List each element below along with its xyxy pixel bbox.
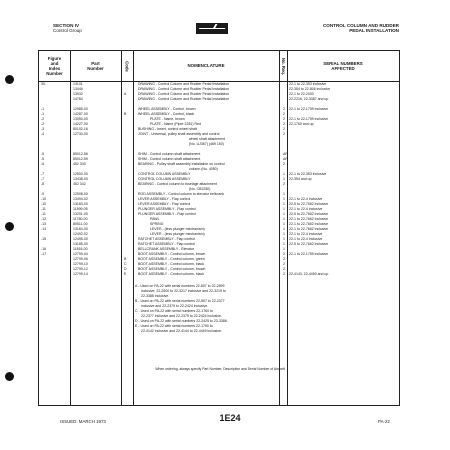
cell-no: 2 — [283, 257, 285, 261]
cell-nom: (No. UJ367) (469 150) — [189, 142, 224, 146]
cell-part: 12500-00 — [73, 172, 88, 176]
cell-fig: -16 — [41, 247, 47, 251]
cell-part: 12799-14 — [73, 272, 88, 276]
cell-ser: 22-2216, 22-3387 and up — [289, 97, 329, 101]
cell-fig: -3 — [41, 127, 45, 131]
cell-part: 11816-00 — [73, 247, 88, 251]
serial-numbers-column-header: SERIAL NUMBERS AFFECTED — [323, 60, 363, 71]
cell-part: 14784 — [73, 97, 83, 101]
cell-nom: BUSHING - Insert, control wheel shaft — [138, 127, 197, 131]
cell-part: 85012-56 — [73, 152, 88, 156]
note-line: C - Used on PA-22 with serial numbers 22-1760 to — [135, 309, 213, 313]
cell-fig: -8 — [41, 182, 45, 186]
table-header — [39, 51, 399, 82]
cell-no: 1 — [283, 207, 285, 211]
cell-no: 2 — [283, 122, 285, 126]
cell-fig: -13 — [41, 222, 47, 226]
cell-fig: -1 — [41, 107, 45, 111]
note-line: 22-4142 inclusive and 22-4144 to 22-4449 inclusive. — [141, 329, 222, 333]
cell-code: B — [124, 257, 127, 261]
cell-ser: 22-1 to 22-7662 inclusive — [289, 227, 329, 231]
cell-part: 13050-00 — [73, 117, 88, 121]
cell-nom: RATCHET ASSEMBLY - Flap control — [138, 237, 195, 241]
cell-ser: 22-354 and up — [289, 177, 312, 181]
cell-fig: -14 — [41, 227, 47, 231]
cell-no: 1 — [283, 217, 285, 221]
cell-nom: WHEEL ASSEMBLY - Control, brown — [138, 107, 196, 111]
cell-code: D — [124, 267, 127, 271]
cell-no: 1 — [283, 232, 285, 236]
cell-part: 13164-00 — [73, 227, 88, 231]
cell-nom: PLATE - Name, brown — [150, 117, 185, 121]
cell-part: 13183-00 — [73, 202, 88, 206]
note-line: A - Used on PA-22 with serial numbers 22-807 to 22-2599 — [135, 284, 225, 288]
cell-nom: SHIM - Control column shaft attachment — [138, 152, 201, 156]
cell-part: 13494-02 — [73, 197, 88, 201]
cell-nom: BOOT ASSEMBLY - Control column, green — [138, 257, 205, 261]
cell-part: 11899-05 — [73, 207, 88, 211]
cell-fig: -17 — [41, 252, 47, 256]
issue-date: ISSUED: MARCH 1973 — [60, 419, 106, 424]
cell-fig: -2 — [41, 117, 45, 121]
page-number: 1E24 — [219, 413, 241, 423]
cell-ser: 22-1 to 22-7662 inclusive — [289, 222, 329, 226]
cell-no: 2 — [283, 112, 285, 116]
cell-fig: -1 — [41, 112, 45, 116]
cell-nom: JOINT - Universal, pulley shaft assembly and control — [138, 132, 220, 136]
cell-part: 80102-16 — [73, 127, 88, 131]
cell-nom: BOOT ASSEMBLY - Control column, brown — [138, 252, 206, 256]
cell-nom: DRAWING - Control Column and Rudder Pedal Installation — [138, 82, 230, 86]
note-line: D - Used on PA-22 with serial numbers 22-2425 to 22-3386. — [135, 319, 228, 323]
code-notes — [135, 284, 385, 334]
cell-no: 2 — [283, 162, 285, 166]
cell-ser: 22-1 to 22-7662 inclusive — [289, 217, 329, 221]
cell-nom: LEVER ASSEMBLY - Flap control — [138, 202, 191, 206]
cell-no: AR — [283, 152, 288, 156]
cell-part: 12492-02 — [73, 232, 88, 236]
cell-ser: 22-4143, 22-4450 and up — [289, 272, 329, 276]
section-label: SECTION IV — [53, 23, 80, 28]
cell-ser: 22-354 to 22-806 inclusive — [289, 87, 331, 91]
cell-nom: BELLCRANK ASSEMBLY - Elevator — [138, 247, 195, 251]
cell-part: 12799-10 — [73, 262, 88, 266]
cell-nom: CONTROL COLUMN ASSEMBLY — [138, 177, 191, 181]
group-label: Control Group — [53, 28, 82, 34]
cell-part: 14227-00 — [73, 122, 88, 126]
binder-hole — [5, 372, 14, 381]
cell-part: 13449 — [73, 87, 83, 91]
cell-no: 2 — [283, 252, 285, 256]
cell-nom: SHIM - Control column shaft attachment — [138, 157, 201, 161]
cell-code: B — [124, 112, 127, 116]
cell-fig: 30- — [41, 82, 47, 86]
cell-nom: RATCHET ASSEMBLY - Flap control — [138, 242, 195, 246]
cell-part: 13438-00 — [73, 177, 88, 181]
cell-nom: column (No. 4050) — [189, 167, 218, 171]
binder-hole — [5, 222, 14, 231]
binder-hole — [5, 75, 14, 84]
cell-ser: 22-5 to 22-7662 inclusive — [289, 212, 329, 216]
cell-no: 2 — [283, 272, 285, 276]
cell-nom: BOOT ASSEMBLY - Control column, black — [138, 262, 204, 266]
cell-nom: LEVER ASSEMBLY - Flap control — [138, 197, 191, 201]
cell-fig: -5 — [41, 157, 45, 161]
cell-part: 13185-00 — [73, 242, 88, 246]
cell-nom: BOOT ASSEMBLY - Control column, black — [138, 272, 204, 276]
cell-nom: WHEEL ASSEMBLY - Control, black — [138, 112, 195, 116]
cell-no: 1 — [283, 242, 285, 246]
cell-ser: 22-1 to 22-4 inclusive — [289, 207, 323, 211]
note-line: B - Used on PA-22 with serial numbers 22-807 to 22-2377 — [135, 299, 225, 303]
cell-nom: DRAWING - Control Column and Rudder Pedal Installation — [138, 97, 230, 101]
code-column-header: Code — [124, 60, 130, 72]
cell-no: 1 — [283, 237, 285, 241]
cell-nom: ROD ASSEMBLY - Control column to elevator bellcrank — [138, 192, 225, 196]
cell-no: 1 — [283, 177, 285, 181]
cell-ser: 22-1760 and up — [289, 122, 314, 126]
cell-part: 12799-12 — [73, 267, 88, 271]
cell-nom: wheel shaft attachment — [189, 137, 225, 141]
cell-nom: CONTROL COLUMN ASSEMBLY — [138, 172, 191, 176]
cell-no: 1 — [283, 222, 285, 226]
cell-part: 80511-00 — [73, 222, 88, 226]
cell-code: E — [124, 272, 127, 276]
cell-part: 12985-00 — [73, 107, 88, 111]
cell-no: 2 — [283, 127, 285, 131]
note-line: inclusive and 22-2379 to 22-2424 inclusive. — [141, 304, 209, 308]
cell-part: 13932 — [73, 92, 83, 96]
note-line: 22-3386 inclusive. — [141, 294, 170, 298]
note-line: 22-2377 inclusive and 22-2379 to 22-2424 inclusive. — [141, 314, 222, 318]
cell-code: C — [124, 262, 127, 266]
section-heading — [53, 23, 82, 34]
cell-nom: PLUNGER ASSEMBLY - Flap control — [138, 212, 196, 216]
cell-fig: -2 — [41, 122, 45, 126]
number-required-column-header: No. Req. — [280, 57, 286, 75]
cell-no: 2 — [283, 107, 285, 111]
table-row — [39, 272, 399, 277]
cell-ser: 22-1 to 22-1759 inclusive — [289, 252, 329, 256]
cell-part: 14287-00 — [73, 112, 88, 116]
page-title: CONTROL COLUMN AND RUDDER PEDAL INSTALLATION — [322, 23, 399, 34]
cell-nom: PAWL — [150, 217, 160, 221]
cell-no: 2 — [283, 267, 285, 271]
nomenclature-column-header: NOMENCLATURE — [187, 63, 225, 69]
cell-fig: -15 — [41, 237, 47, 241]
cell-no: 1 — [283, 212, 285, 216]
cell-ser: 22-1 to 22-4 inclusive — [289, 197, 323, 201]
cell-part: 452 340 — [73, 162, 86, 166]
note-line: E - Used on PA-22 with serial numbers 22-1760 to — [135, 324, 213, 328]
cell-nom: DRAWING - Control Column and Rudder Pedal Installation — [138, 92, 230, 96]
cell-no: 2 — [283, 182, 285, 186]
cell-part: 12495-00 — [73, 237, 88, 241]
cell-part: 12734-00 — [73, 132, 88, 136]
cell-fig: -7 — [41, 177, 45, 181]
cell-no: 1 — [283, 192, 285, 196]
parts-table — [38, 50, 400, 406]
aircraft-model: PA-22 — [378, 419, 390, 424]
cell-fig: -6 — [41, 162, 45, 166]
cell-part: 13201-00 — [73, 212, 88, 216]
cell-no: AR — [283, 157, 288, 161]
cell-no: 2 — [283, 117, 285, 121]
cell-part: 85012-59 — [73, 157, 88, 161]
cell-nom: (No. CB2250) — [189, 187, 211, 191]
cell-no: 2 — [283, 262, 285, 266]
cell-nom: BEARING - Pulley shaft assembly installation on control — [138, 162, 225, 166]
cell-ser: 22-1 to 22-1759 inclusive — [289, 107, 329, 111]
cell-ser: 22-1 to 22-353 inclusive — [289, 82, 327, 86]
cell-ser: 22-5 to 22-7662 inclusive — [289, 242, 329, 246]
cell-no: 1 — [283, 202, 285, 206]
part-number-column-header: Part Number — [87, 60, 104, 71]
cell-part: 12799-04 — [73, 252, 88, 256]
cell-fig: -10 — [41, 197, 47, 201]
cell-ser: 22-1 to 22-4 inclusive — [289, 237, 323, 241]
cell-fig: -4 — [41, 132, 45, 136]
ordering-instructions: When ordering, always specify Part Number, Description and Serial Number of Aircraft — [155, 367, 285, 371]
piper-logo — [196, 23, 228, 34]
cell-fig: -5 — [41, 152, 45, 156]
cell-no: 1 — [283, 172, 285, 176]
cell-ser: 22-1 to 22-4 inclusive — [289, 232, 323, 236]
cell-fig: -12 — [41, 217, 47, 221]
cell-nom: BOOT ASSEMBLY - Control column, brown — [138, 267, 206, 271]
cell-part: 11780-00 — [73, 217, 88, 221]
cell-fig: -11 — [41, 207, 46, 211]
cell-fig: -11 — [41, 212, 46, 216]
cell-nom: PLUNGER ASSEMBLY - Flap control — [138, 207, 196, 211]
cell-part: 452 342 — [73, 182, 86, 186]
cell-nom: SPRING — [150, 222, 164, 226]
cell-part: 12799-06 — [73, 257, 88, 261]
cell-part: 12508-00 — [73, 192, 88, 196]
cell-nom: DRAWING - Control Column and Rudder Pedal Installation — [138, 87, 230, 91]
cell-no: 1 — [283, 197, 285, 201]
cell-no: 1 — [283, 227, 285, 231]
cell-ser: 22-1 to 22-1759 inclusive — [289, 117, 329, 121]
cell-ser: 22-5 to 22-7662 inclusive — [289, 202, 329, 206]
cell-fig: -7 — [41, 172, 45, 176]
cell-fig: -9 — [41, 192, 45, 196]
cell-nom: LEVER - (less plunger mechanism) — [150, 227, 205, 231]
cell-part: 13101 — [73, 82, 83, 86]
cell-ser: 22-1 to 22-2000 — [289, 92, 314, 96]
cell-code: A — [124, 92, 127, 96]
cell-fig: -10 — [41, 202, 47, 206]
cell-nom: LEVER - (less plunger mechanism) — [150, 232, 205, 236]
cell-nom: BEARING - Control column to fuselage attachment — [138, 182, 217, 186]
cell-no: 2 — [283, 132, 285, 136]
cell-no: 1 — [283, 247, 285, 251]
cell-nom: PLATE - Name (Piper 2281) Red — [150, 122, 201, 126]
figure-column-header: Figure and Index Number — [46, 55, 63, 77]
cell-ser: 22-1 to 22-353 inclusive — [289, 172, 327, 176]
note-line: inclusive, 22-2600 to 22-3217 inclusive and 22-3219 to — [141, 289, 226, 293]
